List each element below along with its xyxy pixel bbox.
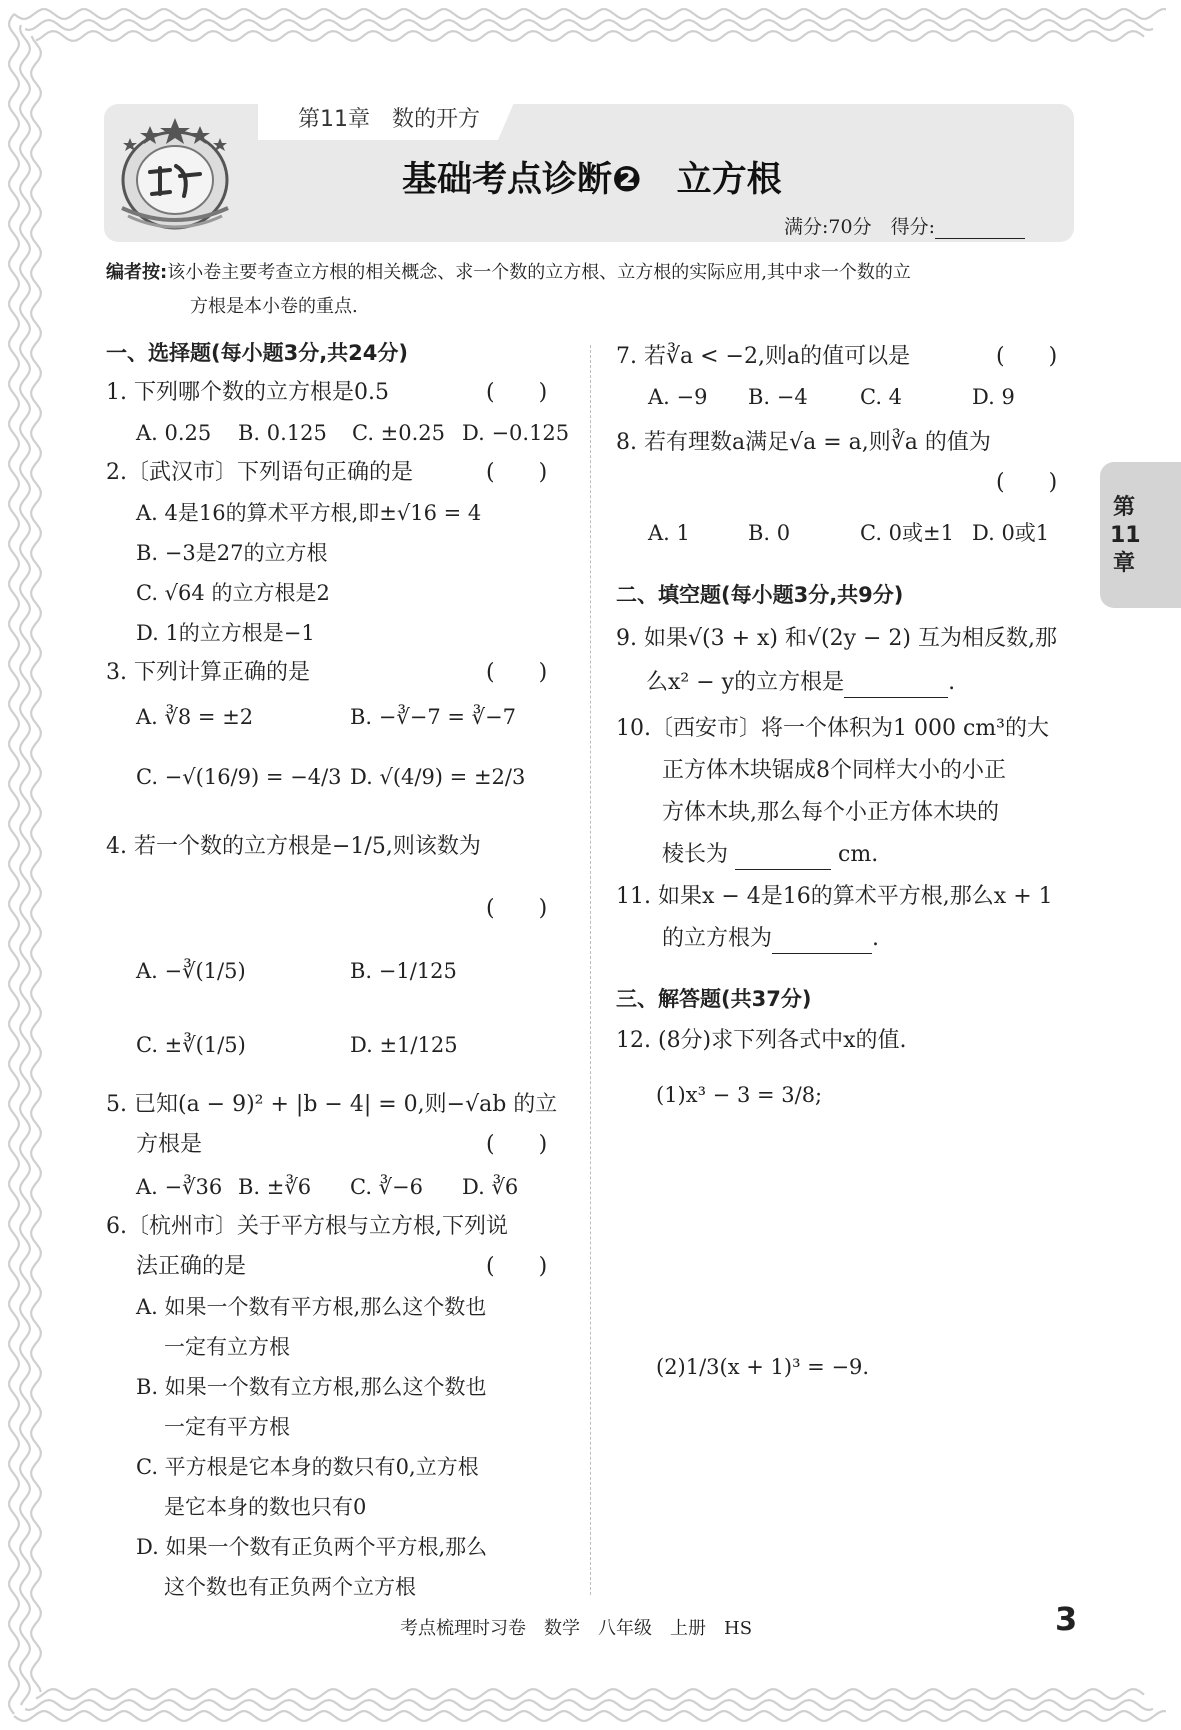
answer-paren-2[interactable]: ( ) xyxy=(486,460,548,485)
score-label: 得分: xyxy=(890,216,936,238)
q3-option-a: A. ∛8 = ±2 xyxy=(136,705,254,729)
q8-option-a: A. 1 xyxy=(648,521,690,545)
side-tab-line-1: 第 xyxy=(1112,495,1135,520)
border-wave-line xyxy=(9,14,19,1714)
question-4: 4. 若一个数的立方根是−1/5,则该数为 xyxy=(106,834,481,859)
q4-option-b: B. −1/125 xyxy=(350,959,457,983)
q2-option-b: B. −3是27的立方根 xyxy=(136,541,328,565)
border-wave-line xyxy=(14,9,1166,19)
answer-paren-6[interactable]: ( ) xyxy=(486,1254,548,1279)
q2-option-a: A. 4是16的算术平方根,即±√16 = 4 xyxy=(136,501,482,525)
q5-option-c: C. ∛−6 xyxy=(350,1175,424,1199)
editor-note-line1: 该小卷主要考查立方根的相关概念、求一个数的立方根、立方根的实际应用,其中求一个数的立 xyxy=(167,262,911,283)
question-10-line3: 方体木块,那么每个小正方体木块的 xyxy=(662,800,999,825)
q9-period: . xyxy=(948,670,956,695)
q6-option-d-cont: 这个数也有正负两个立方根 xyxy=(164,1575,416,1599)
score-blank[interactable] xyxy=(935,218,1025,239)
q11-answer-blank[interactable] xyxy=(772,931,872,954)
border-wave-line xyxy=(25,20,1153,30)
q5-option-d: D. ∛6 xyxy=(462,1175,519,1199)
chapter-title: 第11章 数的开方 xyxy=(298,107,480,132)
q4-option-d: D. ±1/125 xyxy=(350,1033,458,1057)
answer-paren-4[interactable]: ( ) xyxy=(486,896,548,921)
answer-paren-8[interactable]: ( ) xyxy=(996,470,1058,495)
editor-note xyxy=(106,256,1081,324)
q7-option-d: D. 9 xyxy=(972,385,1015,409)
question-11-line2 xyxy=(662,924,879,954)
q6-option-b-cont: 一定有平方根 xyxy=(164,1415,290,1439)
question-10-line4 xyxy=(662,840,878,870)
q8-option-d: D. 0或1 xyxy=(972,521,1050,545)
q10-answer-blank[interactable] xyxy=(735,847,831,870)
column-divider xyxy=(590,345,591,1595)
q7-option-b: B. −4 xyxy=(748,385,808,409)
q9-text: 么x² − y的立方根是 xyxy=(646,670,845,695)
q6-option-a: A. 如果一个数有平方根,那么这个数也 xyxy=(136,1295,487,1319)
q12-part-2: (2)1/3(x + 1)³ = −9. xyxy=(656,1355,870,1379)
section-fill-heading: 二、填空题(每小题3分,共9分) xyxy=(616,583,904,607)
q2-option-d: D. 1的立方根是−1 xyxy=(136,621,315,645)
question-10-line1: 10.〔西安市〕将一个体积为1 000 cm³的大 xyxy=(616,716,1049,741)
editor-note-label: 编者按: xyxy=(106,262,168,283)
question-9-line1: 9. 如果√(3 + x) 和√(2y − 2) 互为相反数,那 xyxy=(616,626,1057,651)
side-tab-line-2: 11 xyxy=(1110,523,1141,548)
q4-option-a: A. −∛(1/5) xyxy=(136,959,246,983)
question-9-line2 xyxy=(646,668,955,698)
q12-part-1: (1)x³ − 3 = 3/8; xyxy=(656,1083,823,1107)
question-3: 3. 下列计算正确的是 xyxy=(106,660,310,685)
q11-text: 的立方根为 xyxy=(662,926,773,951)
section-answer-heading: 三、解答题(共37分) xyxy=(616,987,812,1011)
chapter-side-label xyxy=(1110,494,1141,578)
q7-option-c: C. 4 xyxy=(860,385,903,409)
answer-paren-5[interactable]: ( ) xyxy=(486,1132,548,1157)
q8-option-b: B. 0 xyxy=(748,521,791,545)
question-6-line2: 法正确的是 xyxy=(136,1254,247,1279)
q3-option-b: B. −∛−7 = ∛−7 xyxy=(350,705,517,729)
border-wave-line xyxy=(25,1700,1153,1710)
q1-option-b: B. 0.125 xyxy=(238,421,327,445)
border-wave-line xyxy=(36,31,1144,41)
full-score: 满分:70分 xyxy=(784,216,872,238)
page-number: 3 xyxy=(1055,1600,1078,1638)
q11-period: . xyxy=(872,926,880,951)
question-8: 8. 若有理数a满足√a = a,则∛a 的值为 xyxy=(616,430,991,455)
score-line xyxy=(784,212,1025,239)
border-wave-line xyxy=(36,1689,1144,1699)
question-1: 1. 下列哪个数的立方根是0.5 xyxy=(106,380,389,405)
question-5-line1: 5. 已知(a − 9)² + |b − 4| = 0,则−√ab 的立 xyxy=(106,1092,558,1117)
answer-paren-1[interactable]: ( ) xyxy=(486,380,548,405)
question-5-line2: 方根是 xyxy=(136,1132,203,1157)
q5-option-b: B. ±∛6 xyxy=(238,1175,312,1199)
side-tab-line-3: 章 xyxy=(1112,551,1135,576)
q3-option-c: C. −√(16/9) = −4/3 xyxy=(136,765,342,789)
q1-option-d: D. −0.125 xyxy=(462,421,570,445)
border-wave-line xyxy=(20,25,30,1705)
footer-book-info: 考点梳理时习卷 数学 八年级 上册 HS xyxy=(400,1618,753,1639)
q7-option-a: A. −9 xyxy=(648,385,708,409)
border-wave-line xyxy=(14,1711,1166,1721)
question-10-line2: 正方体木块锯成8个同样大小的小正 xyxy=(662,758,1006,783)
q2-option-c: C. √64 的立方根是2 xyxy=(136,581,330,605)
q9-answer-blank[interactable] xyxy=(844,675,948,698)
q5-option-a: A. −∛36 xyxy=(136,1175,223,1199)
page-title: 基础考点诊断❷ 立方根 xyxy=(402,160,782,200)
q6-option-d: D. 如果一个数有正负两个平方根,那么 xyxy=(136,1535,488,1559)
question-6-line1: 6.〔杭州市〕关于平方根与立方根,下列说 xyxy=(106,1214,508,1239)
q10-text: 棱长为 xyxy=(662,842,729,867)
q3-option-d: D. √(4/9) = ±2/3 xyxy=(350,765,526,789)
question-2: 2.〔武汉市〕下列语句正确的是 xyxy=(106,460,413,485)
question-12: 12. (8分)求下列各式中x的值. xyxy=(616,1028,907,1053)
section-choice-heading: 一、选择题(每小题3分,共24分) xyxy=(106,341,409,365)
q10-unit: cm. xyxy=(838,842,879,867)
publisher-logo xyxy=(110,112,240,236)
question-7: 7. 若∛a < −2,则a的值可以是 xyxy=(616,344,911,369)
q4-option-c: C. ±∛(1/5) xyxy=(136,1033,246,1057)
q1-option-a: A. 0.25 xyxy=(136,421,212,445)
border-wave-line xyxy=(31,36,41,1692)
answer-paren-7[interactable]: ( ) xyxy=(996,344,1058,369)
q6-option-b: B. 如果一个数有立方根,那么这个数也 xyxy=(136,1375,487,1399)
q6-option-c: C. 平方根是它本身的数只有0,立方根 xyxy=(136,1455,479,1479)
answer-paren-3[interactable]: ( ) xyxy=(486,660,548,685)
q8-option-c: C. 0或±1 xyxy=(860,521,954,545)
editor-note-line2: 方根是本小卷的重点. xyxy=(190,296,358,317)
question-11-line1: 11. 如果x − 4是16的算术平方根,那么x + 1 xyxy=(616,884,1053,909)
q6-option-c-cont: 是它本身的数也只有0 xyxy=(164,1495,367,1519)
q1-option-c: C. ±0.25 xyxy=(352,421,446,445)
q6-option-a-cont: 一定有立方根 xyxy=(164,1335,290,1359)
